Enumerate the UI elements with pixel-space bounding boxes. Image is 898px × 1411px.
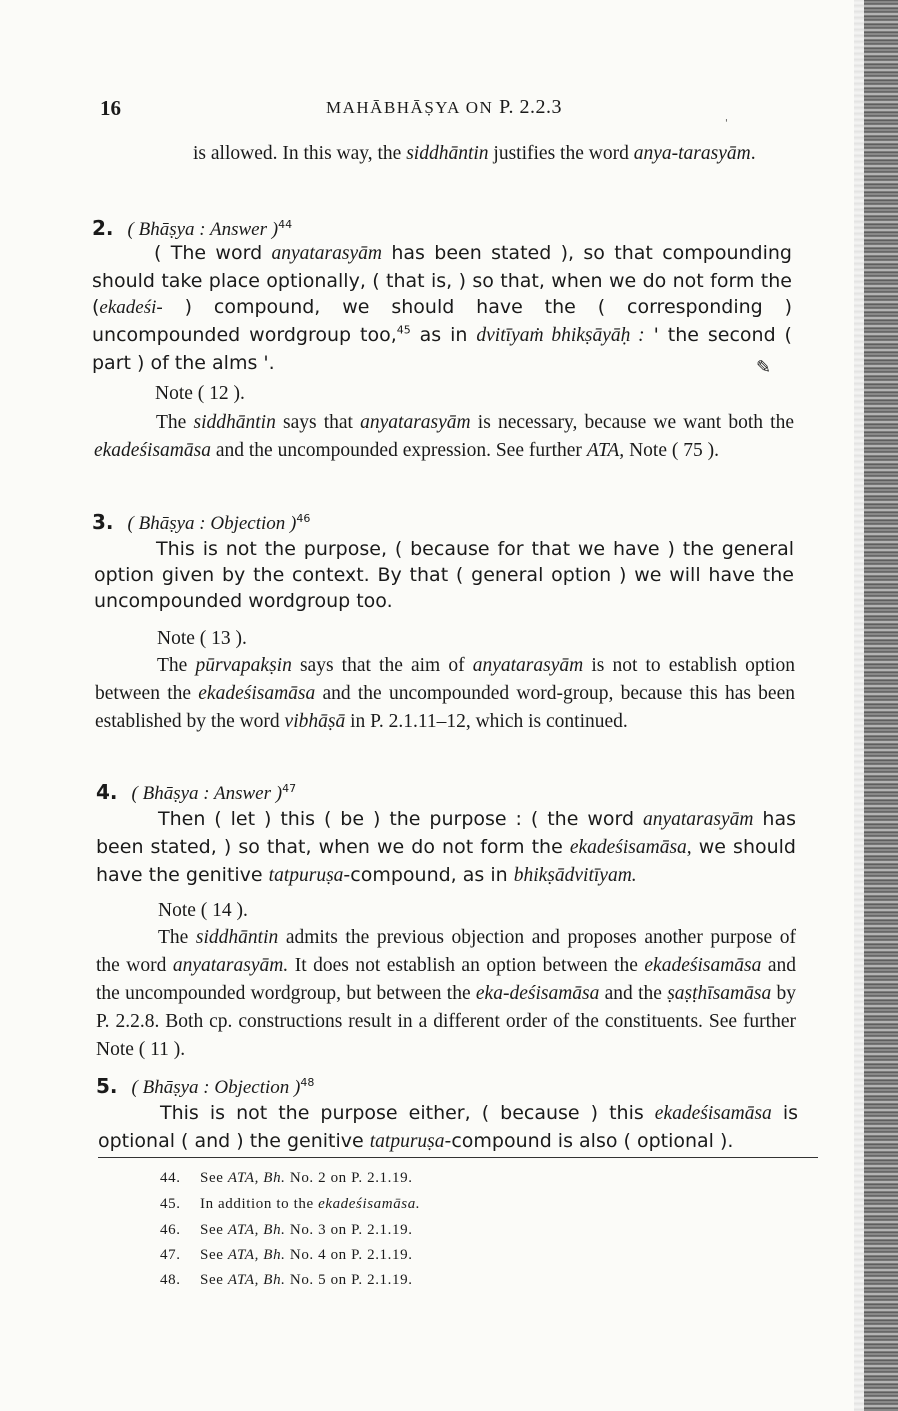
- footnote-47: 47. See ATA, Bh. No. 4 on P. 2.1.19.: [160, 1247, 413, 1263]
- section-4-heading: [96, 780, 296, 805]
- note-13-title: Note ( 13 ).: [157, 628, 247, 649]
- intro-paragraph: is allowed. In this way, the siddhāntin justifies the word anya-tarasyām.: [193, 143, 756, 164]
- footnote-ref: 47: [282, 782, 297, 795]
- section-5-heading: [96, 1074, 314, 1099]
- running-header-rule: P. 2.2.3: [499, 96, 562, 118]
- note-12-title: Note ( 12 ).: [155, 383, 245, 404]
- note-14-title: Note ( 14 ).: [158, 900, 248, 921]
- section-number: 5.: [96, 1074, 118, 1098]
- note-12-body: The siddhāntin says that anyatarasyām is necessary, because we want both the ekadeśisamāsa and the uncompounded expression. See further ATA, Note ( 75 ).: [94, 412, 795, 461]
- book-spine-edge: [864, 0, 898, 1411]
- section-2-body: ( The word anyatarasyām has been stated ), so that compounding should take place optionally, ( that is, ) so that, when we do not form the (ekadeśi- ) compound, we should have the ( corresponding ) uncompounded wordgroup too,$^{45}$ as in dvitīyaṁ bhikṣāyāḥ : ' the second ( part ) of the alms '.: [92, 242, 792, 374]
- section-number: 4.: [96, 780, 118, 804]
- section-label: ( Bhāṣya : Answer ): [127, 219, 279, 240]
- footnote-48: 48. See ATA, Bh. No. 5 on P. 2.1.19.: [160, 1272, 413, 1288]
- footnote-ref: 44: [278, 218, 293, 231]
- section-3-heading: [92, 510, 310, 535]
- section-number: 2.: [92, 216, 114, 240]
- footnote-divider: [98, 1157, 818, 1158]
- section-label: ( Bhāṣya : Objection ): [127, 513, 297, 534]
- section-label: ( Bhāṣya : Answer ): [131, 783, 283, 804]
- running-header: [326, 96, 562, 119]
- footnote-ref: 48: [300, 1076, 315, 1089]
- section-5-body: This is not the purpose either, ( because ) this ekadeśisamāsa is optional ( and ) the genitive tatpuruṣa-compound is also ( optional ).: [98, 1102, 798, 1152]
- section-4-body: Then ( let ) this ( be ) the purpose : ( the word anyatarasyām has been stated, ) so that, when we do not form the ekadeśisamāsa, we should have the genitive tatpuruṣa-compound, as in bhikṣādvitīyam.: [96, 808, 796, 886]
- section-number: 3.: [92, 510, 114, 534]
- section-3-body: This is not the purpose, ( because for that we have ) the general option given by the context. By that ( general option ) we will have the uncompounded wordgroup too.: [94, 538, 794, 612]
- note-14-body: The siddhāntin admits the previous objection and proposes another purpose of the word anyatarasyām. It does not establish an option between the ekadeśisamāsa and the uncompounded wordgroup, but between the eka-deśisamāsa and the ṣaṣṭhīsamāsa by P. 2.2.8. Both cp. constructions result in a different order of the constituents. See further Note ( 11 ).: [96, 927, 797, 1060]
- footnote-45: 45. In addition to the ekadeśisamāsa.: [160, 1196, 421, 1212]
- footnote-ref: 46: [296, 512, 311, 525]
- stray-mark: ': [725, 118, 728, 129]
- section-2-heading: [92, 216, 292, 241]
- page-edge-shadow: [854, 0, 864, 1411]
- footnote-44: 44. See ATA, Bh. No. 2 on P. 2.1.19.: [160, 1170, 413, 1186]
- section-label: ( Bhāṣya : Objection ): [131, 1077, 301, 1098]
- footnote-46: 46. See ATA, Bh. No. 3 on P. 2.1.19.: [160, 1222, 413, 1238]
- note-13-body: The pūrvapakṣin says that the aim of anyatarasyām is not to establish option between the ekadeśisamāsa and the uncompounded word-group, because this has been established by the word vibhāṣā in P. 2.1.11–12, which is continued.: [95, 655, 795, 732]
- pencil-mark: ✎: [756, 357, 772, 378]
- page-number: 16: [100, 96, 121, 120]
- running-header-title: MAHĀBHĀṢYA ON: [326, 98, 494, 117]
